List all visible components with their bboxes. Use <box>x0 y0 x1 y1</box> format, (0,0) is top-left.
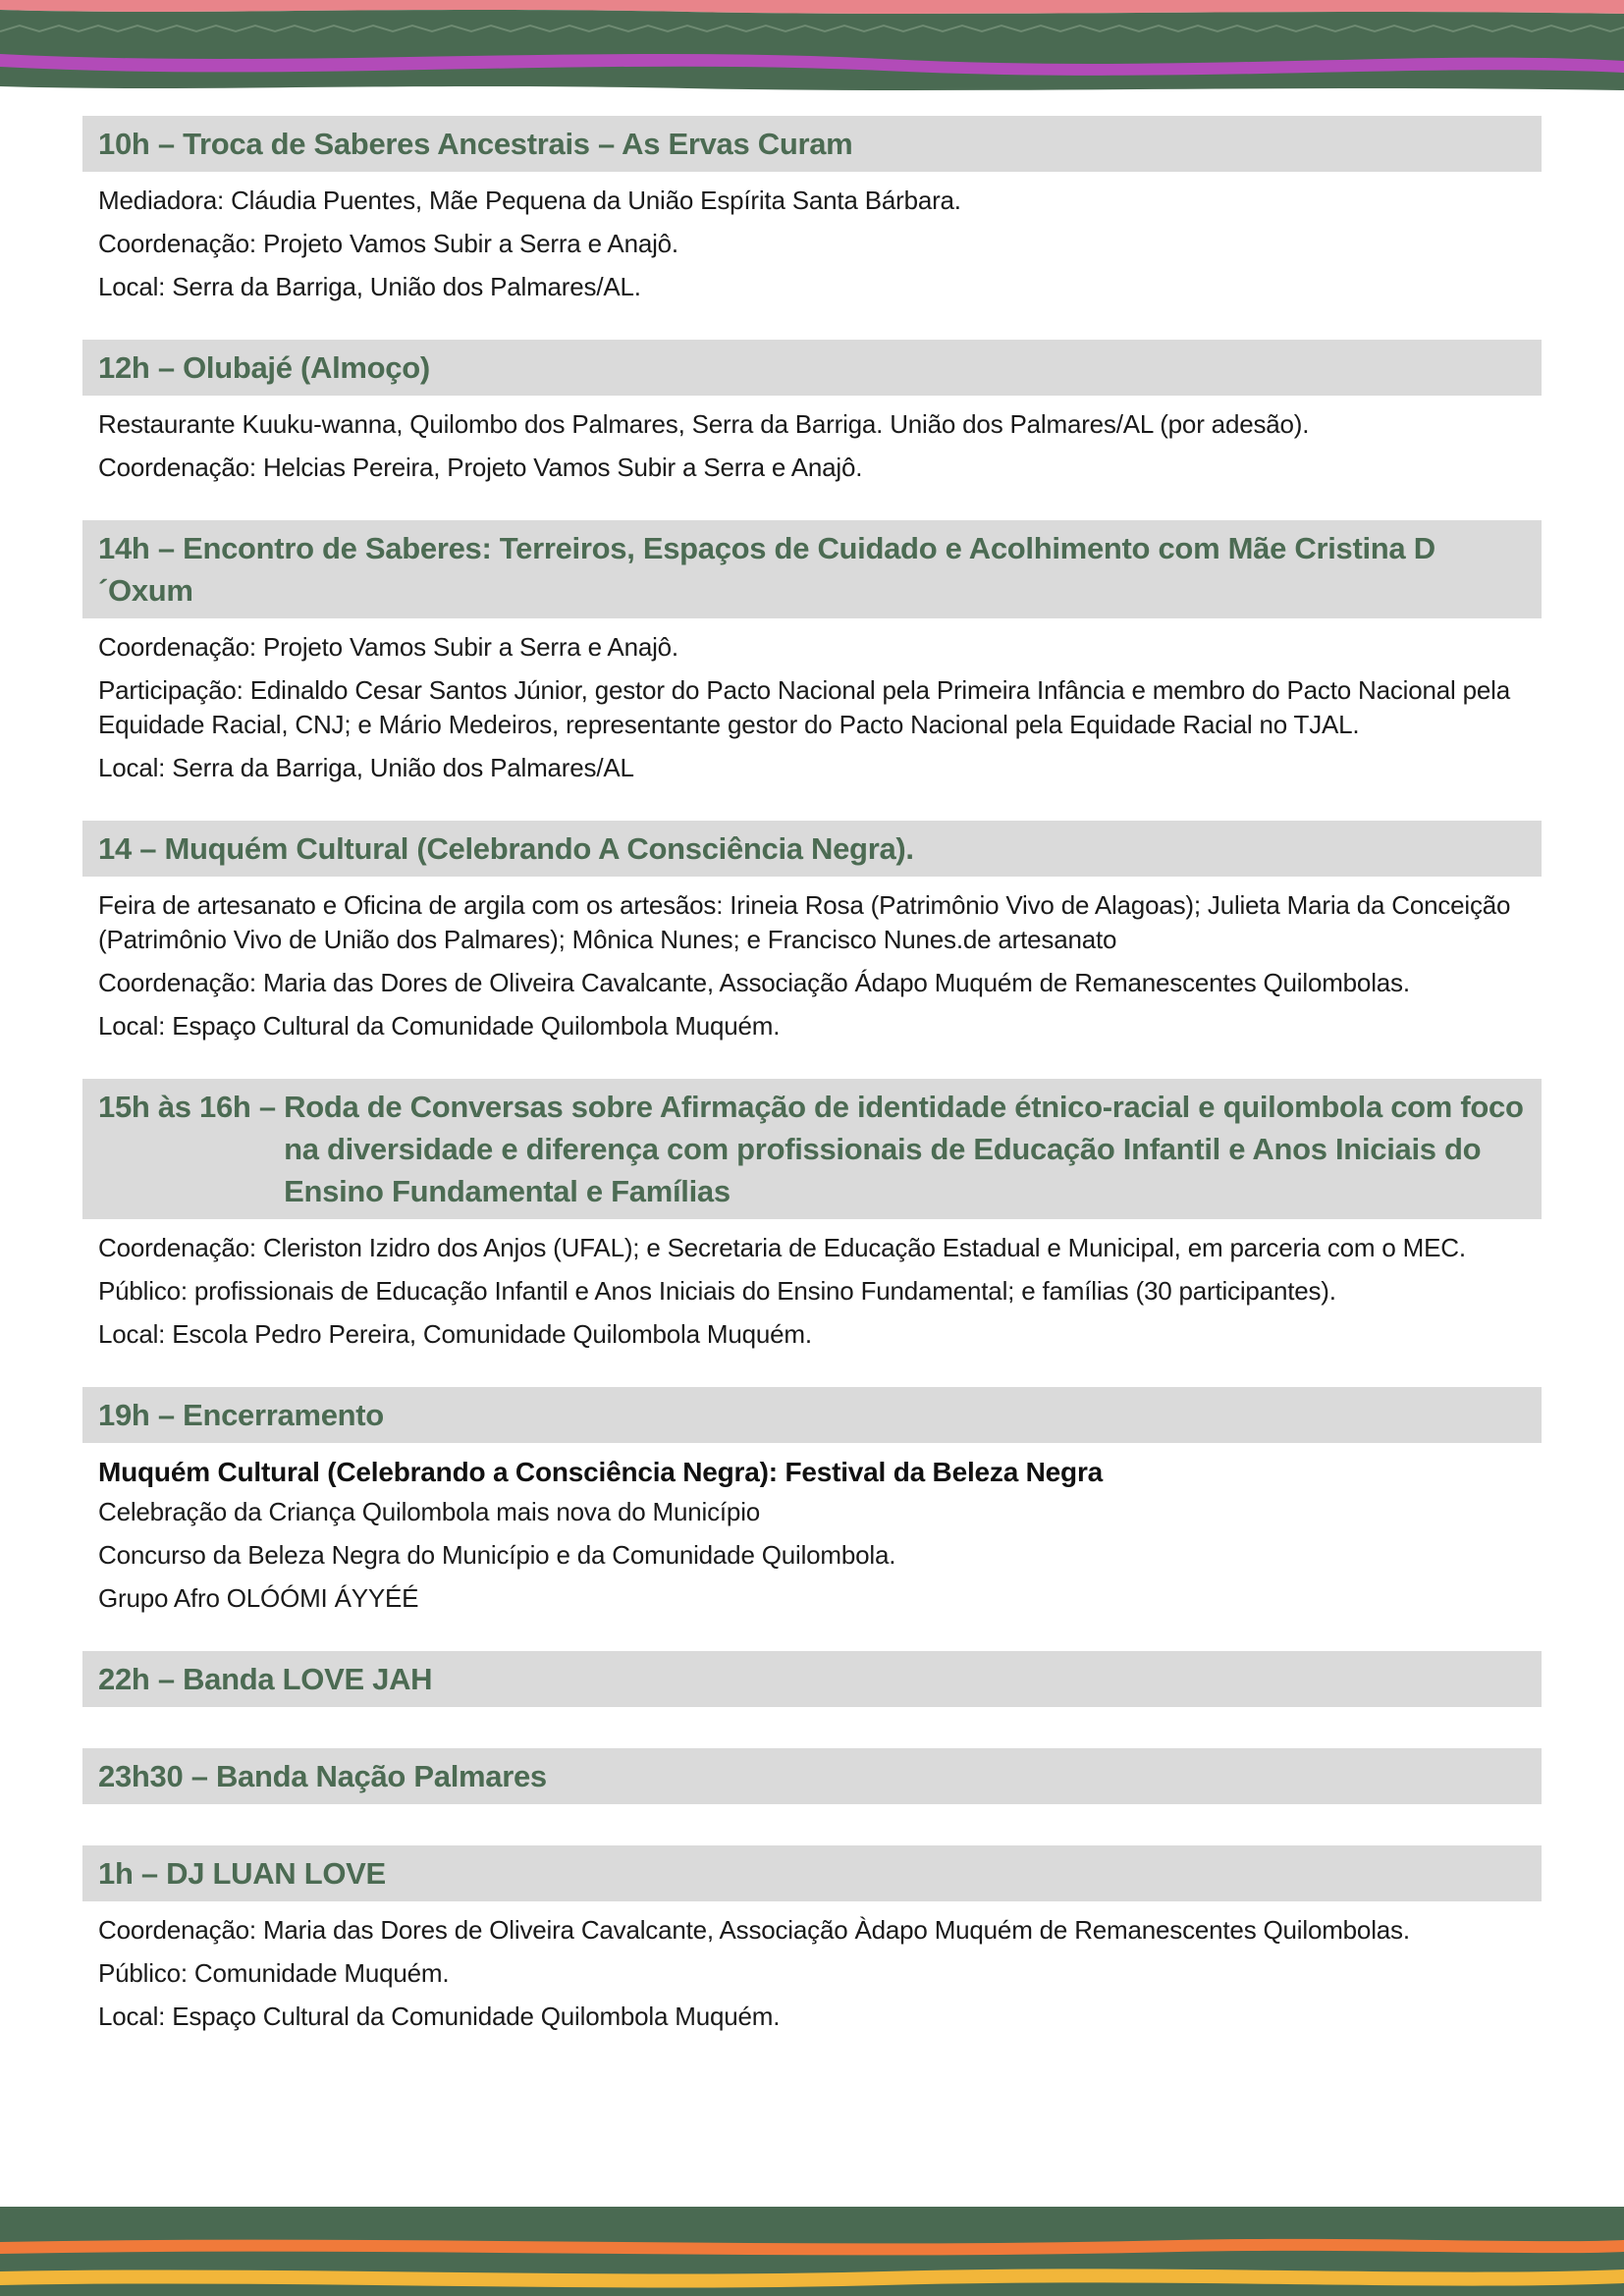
item-line: Mediadora: Cláudia Puentes, Mãe Pequena da União Espírita Santa Bárbara. <box>98 186 961 215</box>
item-line: Celebração da Criança Quilombola mais nova do Município <box>98 1497 761 1526</box>
schedule-item <box>82 116 1542 304</box>
schedule-item <box>82 1651 1542 1707</box>
item-header: 22h – Banda LOVE JAH <box>82 1651 1542 1707</box>
item-line: Local: Serra da Barriga, União dos Palmares/AL <box>98 753 634 782</box>
item-header: 1h – DJ LUAN LOVE <box>82 1845 1542 1901</box>
item-header: 23h30 – Banda Nação Palmares <box>82 1748 1542 1804</box>
schedule-item <box>82 1079 1542 1352</box>
item-line: Grupo Afro OLÓÓMI ÁYYÉÉ <box>98 1583 419 1613</box>
item-header-time: 15h às 16h – <box>98 1090 285 1124</box>
item-header-title: Roda de Conversas sobre Afirmação de identidade étnico-racial e quilombola com foco na diversidade e diferença com profissionais de Educação Infantil e Anos Iniciais do Ensino Fundamental e Famílias <box>284 1090 1524 1208</box>
item-line: Público: Comunidade Muquém. <box>98 1958 450 1988</box>
item-line: Coordenação: Helcias Pereira, Projeto Vamos Subir a Serra e Anajô. <box>98 453 863 482</box>
item-header: 14h – Encontro de Saberes: Terreiros, Espaços de Cuidado e Acolhimento com Mãe Cristina D´Oxum <box>82 520 1542 618</box>
item-line: Público: profissionais de Educação Infantil e Anos Iniciais do Ensino Fundamental; e famílias (30 participantes). <box>98 1276 1336 1306</box>
item-line: Local: Escola Pedro Pereira, Comunidade Quilombola Muquém. <box>98 1319 812 1349</box>
item-line: Local: Espaço Cultural da Comunidade Quilombola Muquém. <box>98 1011 781 1041</box>
item-header: 19h – Encerramento <box>82 1387 1542 1443</box>
item-header <box>82 1079 1542 1219</box>
item-header: 10h – Troca de Saberes Ancestrais – As Ervas Curam <box>82 116 1542 172</box>
item-line: Coordenação: Projeto Vamos Subir a Serra e Anajô. <box>98 632 678 662</box>
schedule-item <box>82 1387 1542 1616</box>
item-line: Feira de artesanato e Oficina de argila com os artesãos: Irineia Rosa (Patrimônio Vivo de Alagoas); Julieta Maria da Conceição (Patrimônio Vivo de União dos Palmares); Mônica Nunes; e Francisco Nunes.de artesanato <box>98 890 1511 954</box>
item-line: Restaurante Kuuku-wanna, Quilombo dos Palmares, Serra da Barriga. União dos Palmares/AL (por adesão). <box>98 409 1310 439</box>
item-line: Concurso da Beleza Negra do Município e da Comunidade Quilombola. <box>98 1540 896 1570</box>
item-line: Local: Espaço Cultural da Comunidade Quilombola Muquém. <box>98 2002 781 2031</box>
item-line: Coordenação: Cleriston Izidro dos Anjos (UFAL); e Secretaria de Educação Estadual e Municipal, em parceria com o MEC. <box>98 1233 1466 1262</box>
item-line: Coordenação: Maria das Dores de Oliveira Cavalcante, Associação Àdapo Muquém de Remanescentes Quilombolas. <box>98 1915 1410 1945</box>
item-line: Coordenação: Maria das Dores de Oliveira Cavalcante, Associação Ádapo Muquém de Remanescentes Quilombolas. <box>98 968 1410 997</box>
item-line: Coordenação: Projeto Vamos Subir a Serra e Anajô. <box>98 229 678 258</box>
item-header: 14 – Muquém Cultural (Celebrando A Consciência Negra). <box>82 821 1542 877</box>
item-line: Participação: Edinaldo Cesar Santos Júnior, gestor do Pacto Nacional pela Primeira Infância e membro do Pacto Nacional pela Equidade Racial, CNJ; e Mário Medeiros, representante gestor do Pacto Nacional pela Equidade Racial no TJAL. <box>98 675 1510 739</box>
schedule-item <box>82 1845 1542 2034</box>
schedule-item <box>82 821 1542 1043</box>
bottom-decorative-band <box>0 2207 1624 2296</box>
item-line: Local: Serra da Barriga, União dos Palmares/AL. <box>98 272 641 301</box>
schedule-item <box>82 340 1542 485</box>
schedule-content <box>82 116 1542 2069</box>
top-decorative-band <box>0 0 1624 94</box>
item-subtitle: Muquém Cultural (Celebrando a Consciência Negra): Festival da Beleza Negra <box>98 1457 1104 1487</box>
item-header: 12h – Olubajé (Almoço) <box>82 340 1542 396</box>
schedule-item <box>82 1748 1542 1804</box>
schedule-item <box>82 520 1542 785</box>
